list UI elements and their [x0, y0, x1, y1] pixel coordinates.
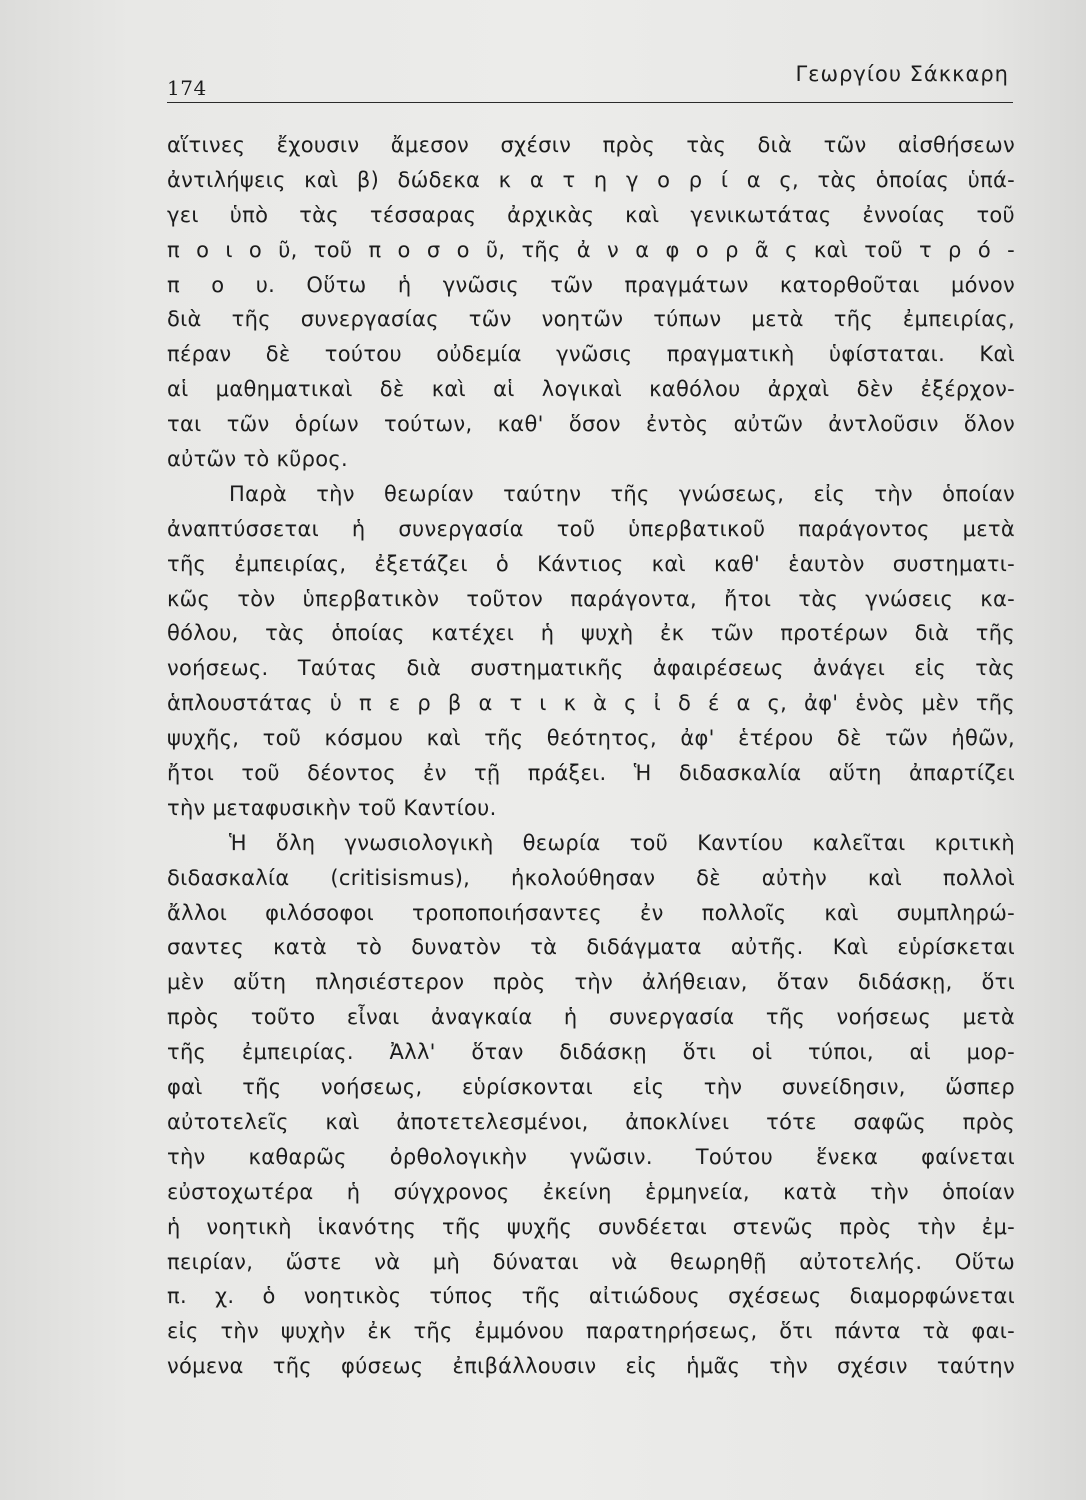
text-line: γει ὑπὸ τὰς τέσσαρας ἀρχικὰς καὶ γενικωτάτας ἐννοίας τοῦ	[167, 202, 1015, 227]
paragraph-first-line: Παρὰ τὴν θεωρίαν ταύτην τῆς γνώσεως, εἰς τὴν ὁποίαν	[229, 481, 1015, 506]
paragraph-first-line: Ἡ ὅλη γνωσιολογικὴ θεωρία τοῦ Καντίου καλεῖται κριτικὴ	[229, 830, 1015, 855]
paragraph-last-line: τὴν μεταφυσικὴν τοῦ Καντίου.	[167, 795, 497, 820]
page-number: 174	[167, 76, 207, 100]
text-line: εἰς τὴν ψυχὴν ἐκ τῆς ἐμμόνου παρατηρήσεως, ὅτι πάντα τὰ φαι-	[167, 1319, 1015, 1344]
text-line: αἵτινες ἔχουσιν ἄμεσον σχέσιν πρὸς τὰς διὰ τῶν αἰσθήσεων	[167, 133, 1015, 157]
running-title: Γεωργίου Σάκκαρη	[795, 62, 1009, 86]
text-line: πειρίαν, ὥστε νὰ μὴ δύναται νὰ θεωρηθῇ αὐτοτελής. Οὕτω	[167, 1249, 1015, 1274]
text-line: ἡ νοητικὴ ἱκανότης τῆς ψυχῆς συνδέεται στενῶς πρὸς τὴν ἐμ-	[167, 1214, 1015, 1239]
text-line: σαντες κατὰ τὸ δυνατὸν τὰ διδάγματα αὐτῆς. Καὶ εὑρίσκεται	[167, 935, 1015, 960]
text-line: πέραν δὲ τούτου οὐδεμία γνῶσις πραγματικὴ ὑφίσταται. Καὶ	[167, 342, 1015, 367]
text-line: φαὶ τῆς νοήσεως, εὑρίσκονται εἰς τὴν συνείδησιν, ὥσπερ	[167, 1075, 1015, 1100]
text-line: ται τῶν ὁρίων τούτων, καθ' ὅσον ἐντὸς αὐτῶν ἀντλοῦσιν ὅλον	[167, 412, 1015, 437]
text-line: πρὸς τοῦτο εἶναι ἀναγκαία ἡ συνεργασία τῆς νοήσεως μετὰ	[167, 1005, 1015, 1030]
text-line: κῶς τὸν ὑπερβατικὸν τοῦτον παράγοντα, ἤτοι τὰς γνώσεις κα-	[167, 586, 1015, 611]
text-line: ψυχῆς, τοῦ κόσμου καὶ τῆς θεότητος, ἀφ' ἑτέρου δὲ τῶν ἠθῶν,	[167, 726, 1015, 751]
text-line: διὰ τῆς συνεργασίας τῶν νοητῶν τύπων μετὰ τῆς ἐμπειρίας,	[167, 307, 1015, 332]
text-line: π. χ. ὁ νοητικὸς τύπος τῆς αἰτιώδους σχέσεως διαμορφώνεται	[167, 1284, 1015, 1309]
text-line: νόμενα τῆς φύσεως ἐπιβάλλουσιν εἰς ἡμᾶς τὴν σχέσιν ταύτην	[167, 1354, 1015, 1379]
text-line: μὲν αὕτη πλησιέστερον πρὸς τὴν ἀλήθειαν, ὅταν διδάσκῃ, ὅτι	[167, 970, 1015, 995]
paragraph-last-line: αὐτῶν τὸ κῦρος.	[167, 447, 349, 472]
text-line: π ο ι ο ῦ, τοῦ π ο σ ο ῦ, τῆς ἀ ν α φ ο ρ ᾶ ς καὶ τοῦ τ ρ ό -	[167, 237, 1015, 262]
text-line: τῆς ἐμπειρίας. Ἀλλ' ὅταν διδάσκῃ ὅτι οἱ τύποι, αἱ μορ-	[167, 1040, 1015, 1065]
body-text	[167, 128, 1015, 1384]
running-head	[167, 62, 1013, 103]
text-line: εὐστοχωτέρα ἡ σύγχρονος ἐκείνη ἑρμηνεία, κατὰ τὴν ὁποίαν	[167, 1179, 1015, 1204]
text-line: ἄλλοι φιλόσοφοι τροποποιήσαντες ἐν πολλοῖς καὶ συμπληρώ-	[167, 900, 1015, 925]
text-line: ἀναπτύσσεται ἡ συνεργασία τοῦ ὑπερβατικοῦ παράγοντος μετὰ	[167, 516, 1015, 541]
text-line: τὴν καθαρῶς ὀρθολογικὴν γνῶσιν. Τούτου ἕνεκα φαίνεται	[167, 1144, 1015, 1169]
text-line: θόλου, τὰς ὁποίας κατέχει ἡ ψυχὴ ἐκ τῶν προτέρων διὰ τῆς	[167, 621, 1015, 646]
text-line: ἤτοι τοῦ δέοντος ἐν τῇ πράξει. Ἡ διδασκαλία αὕτη ἀπαρτίζει	[167, 761, 1015, 786]
text-line: ἁπλουστάτας ὑ π ε ρ β α τ ι κ ὰ ς ἰ δ έ α ς, ἀφ' ἑνὸς μὲν τῆς	[167, 691, 1015, 716]
text-line: τῆς ἐμπειρίας, ἐξετάζει ὁ Κάντιος καὶ καθ' ἑαυτὸν συστηματι-	[167, 551, 1015, 576]
text-line: διδασκαλία (critisismus), ἠκολούθησαν δὲ αὐτὴν καὶ πολλοὶ	[167, 865, 1015, 890]
text-line: αὐτοτελεῖς καὶ ἀποτετελεσμένοι, ἀποκλίνει τότε σαφῶς πρὸς	[167, 1109, 1015, 1134]
text-line: νοήσεως. Ταύτας διὰ συστηματικῆς ἀφαιρέσεως ἀνάγει εἰς τὰς	[167, 656, 1015, 681]
text-line: π ο υ. Οὕτω ἡ γνῶσις τῶν πραγμάτων κατορθοῦται μόνον	[167, 272, 1015, 297]
text-line: ἀντιλήψεις καὶ β) δώδεκα κ α τ η γ ο ρ ί α ς, τὰς ὁποίας ὑπά-	[167, 167, 1015, 192]
text-line: αἱ μαθηματικαὶ δὲ καὶ αἱ λογικαὶ καθόλου ἀρχαὶ δὲν ἐξέρχον-	[167, 377, 1015, 402]
